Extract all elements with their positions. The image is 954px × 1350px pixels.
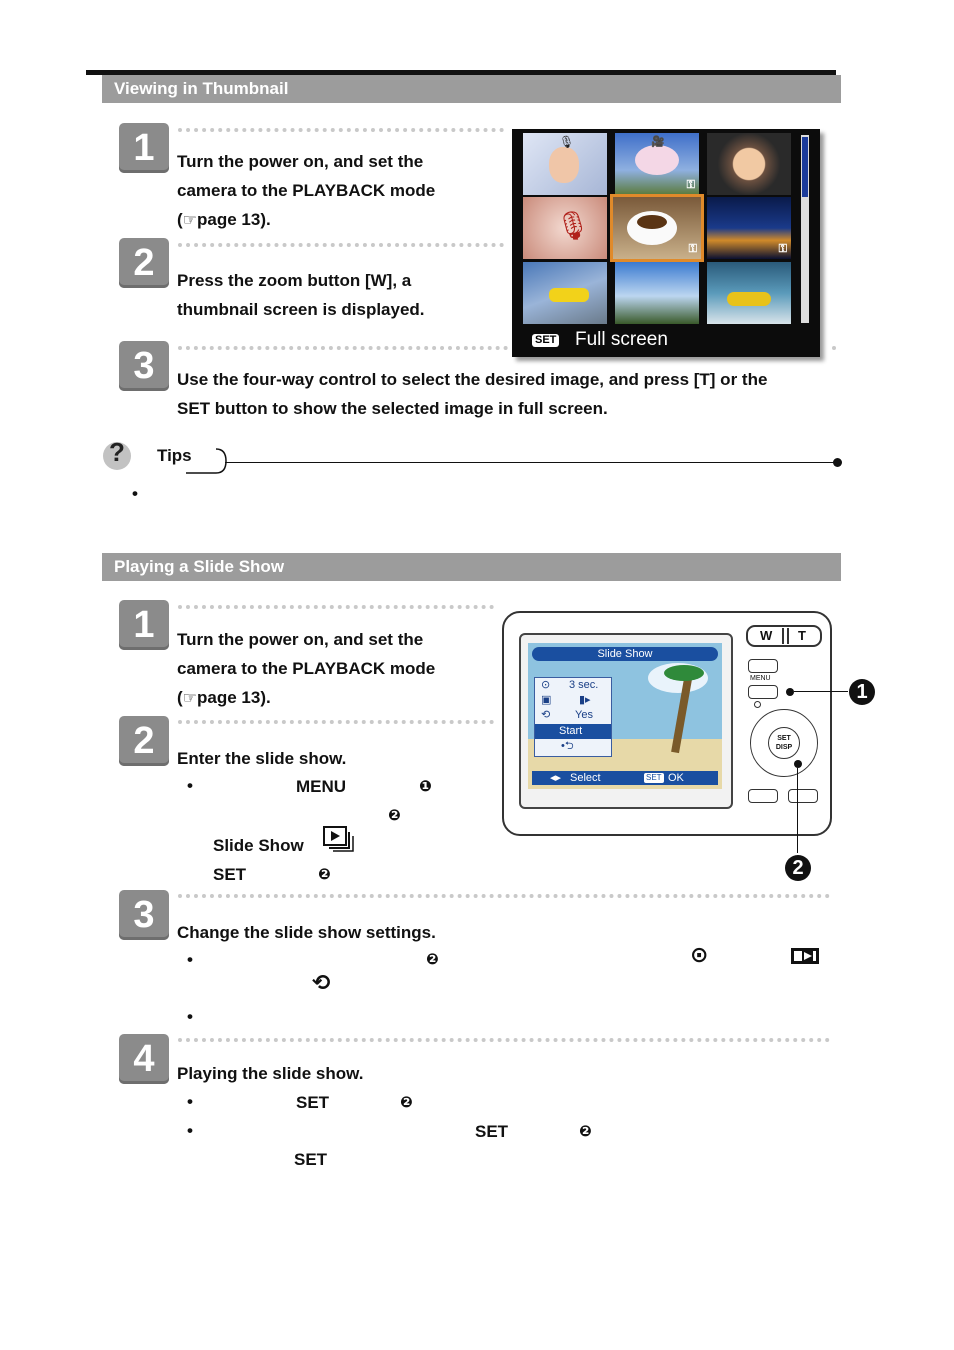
page-reference-icon: ☞ <box>182 690 198 707</box>
voice-memo-icon: 🎙 <box>559 135 575 149</box>
set-label: SET <box>213 865 247 884</box>
dotted-separator <box>178 243 504 247</box>
section-title-slideshow: Playing a Slide Show <box>102 553 841 581</box>
lcd-row-effect[interactable] <box>535 693 611 708</box>
thumbnail-car[interactable] <box>523 262 607 324</box>
indicator-led <box>754 701 761 708</box>
tips-bullet: • <box>132 484 138 503</box>
step-3-heading: Change the slide show settings. <box>177 923 436 942</box>
callout-1-anchor <box>786 688 794 696</box>
bullet: • <box>187 1092 193 1111</box>
step-1-text: Turn the power on, and set the camera to the PLAYBACK mode (☞page 13). <box>177 152 436 229</box>
full-screen-label: Full screen <box>575 329 668 350</box>
scrollbar-thumb[interactable] <box>802 137 808 197</box>
clock-icon: ⊙ <box>541 679 551 691</box>
dotted-separator <box>178 1038 830 1042</box>
step-number-4: 4 <box>119 1034 169 1084</box>
transition-icon: ▣ <box>541 694 552 706</box>
step-1-text: Turn the power on, and set the camera to the PLAYBACK mode (☞page 13). <box>177 630 436 707</box>
protect-key-icon: ⚿ <box>688 243 697 255</box>
thumbnail-screen <box>512 129 820 357</box>
thumbnail-tree[interactable] <box>615 133 699 195</box>
callout-ref-1: ❶ <box>419 778 432 795</box>
callout-ref-2: ❷ <box>388 807 401 824</box>
callout-1: 1 <box>849 679 875 705</box>
thumbnail-city[interactable] <box>707 197 791 259</box>
back-icon: •⮌ <box>561 740 574 752</box>
dotted-separator <box>178 128 504 132</box>
camera-lcd-frame <box>519 633 733 809</box>
callout-ref-2: ❷ <box>400 1094 413 1111</box>
thumbnail-scrollbar[interactable] <box>801 135 809 323</box>
thumbnail-raft[interactable] <box>707 262 791 324</box>
movie-icon: 🎥 <box>651 136 665 148</box>
section-title-thumbnail: Viewing in Thumbnail <box>102 75 841 103</box>
step-number-2: 2 <box>119 716 169 766</box>
set-disp-button[interactable]: SET DISP <box>768 727 800 759</box>
menu-button-label: MENU <box>750 675 771 682</box>
dotted-separator <box>178 720 494 724</box>
callout-ref-2: ❷ <box>579 1123 592 1140</box>
set-label: SET <box>294 1150 328 1169</box>
protect-key-icon: ⚿ <box>686 179 695 191</box>
microphone-icon: 🎙 <box>555 210 591 241</box>
menu-label: MENU <box>296 777 347 796</box>
thumbnail-coffee-selected[interactable] <box>613 197 701 259</box>
lcd-row-start[interactable]: Start <box>535 724 611 739</box>
thumbnail-voice[interactable] <box>523 197 607 259</box>
thumbnail-skate[interactable] <box>615 262 699 324</box>
callout-1-leader <box>794 691 848 692</box>
callout-2-anchor <box>794 760 802 768</box>
lcd-footer: ◂▸ Select SET OK <box>532 771 718 785</box>
function-button-left[interactable] <box>748 789 778 803</box>
transition-option-icon: ▮▸ <box>579 694 591 706</box>
slideshow-icon <box>323 826 355 852</box>
dotted-separator <box>178 605 494 609</box>
step-2-heading: Enter the slide show. <box>177 749 347 768</box>
slide-show-label: Slide Show <box>213 836 304 855</box>
step-number-1: 1 <box>119 123 169 173</box>
callout-2-leader <box>797 768 798 853</box>
step-3-text: Use the four-way control to select the desired image, and press [T] or the SET button to show the selected image in full screen. <box>177 370 768 418</box>
lcd-row-repeat[interactable]: ⟲ Yes <box>541 709 593 721</box>
bullet: • <box>187 950 193 969</box>
callout-ref-2: ❷ <box>318 866 331 883</box>
playback-button[interactable] <box>748 659 778 673</box>
question-icon: ? <box>103 442 131 470</box>
dotted-separator <box>178 894 830 898</box>
repeat-icon: ⟲ <box>312 970 331 995</box>
page-reference-icon: ☞ <box>182 212 198 229</box>
function-button-right[interactable] <box>788 789 818 803</box>
thumbnail-baby[interactable] <box>523 133 607 195</box>
four-way-control[interactable] <box>750 709 818 777</box>
tips-bracket <box>186 447 230 475</box>
step-number-2: 2 <box>119 238 169 288</box>
bullet: • <box>187 1121 193 1140</box>
camera-lcd <box>528 643 722 789</box>
bullet: • <box>187 776 193 795</box>
tips-label: Tips <box>157 446 192 465</box>
tips-rule-end <box>833 458 842 467</box>
step-2-text: Press the zoom button [W], a thumbnail screen is displayed. <box>177 271 425 319</box>
transition-icon <box>790 946 820 966</box>
dotted-separator <box>178 346 508 350</box>
zoom-button[interactable]: W T <box>746 625 822 647</box>
lcd-title: Slide Show <box>532 647 718 661</box>
lcd-row-back[interactable] <box>535 739 611 754</box>
bullet: • <box>187 1007 193 1026</box>
lcd-row-interval[interactable]: ⊙ 3 sec. <box>541 679 599 691</box>
tips-rule <box>225 462 837 463</box>
callout-2: 2 <box>785 855 811 881</box>
menu-button[interactable] <box>748 685 778 699</box>
step-4-heading: Playing the slide show. <box>177 1064 364 1083</box>
set-label: SET <box>296 1093 330 1112</box>
set-label: SET <box>475 1122 509 1141</box>
protect-key-icon: ⚿ <box>778 243 787 255</box>
lcd-slideshow-menu <box>534 677 612 757</box>
camera-back <box>502 611 832 836</box>
thumbnail-kids[interactable] <box>707 133 791 195</box>
step-number-3: 3 <box>119 341 169 391</box>
set-badge: SET <box>532 334 559 347</box>
dotted-separator <box>832 346 838 350</box>
four-way-icon: ◂▸ <box>550 772 562 784</box>
step-number-3: 3 <box>119 890 169 940</box>
callout-ref-2: ❷ <box>426 951 439 968</box>
step-number-1: 1 <box>119 600 169 650</box>
clock-icon: ⊙ <box>690 942 709 967</box>
repeat-icon: ⟲ <box>541 709 551 721</box>
